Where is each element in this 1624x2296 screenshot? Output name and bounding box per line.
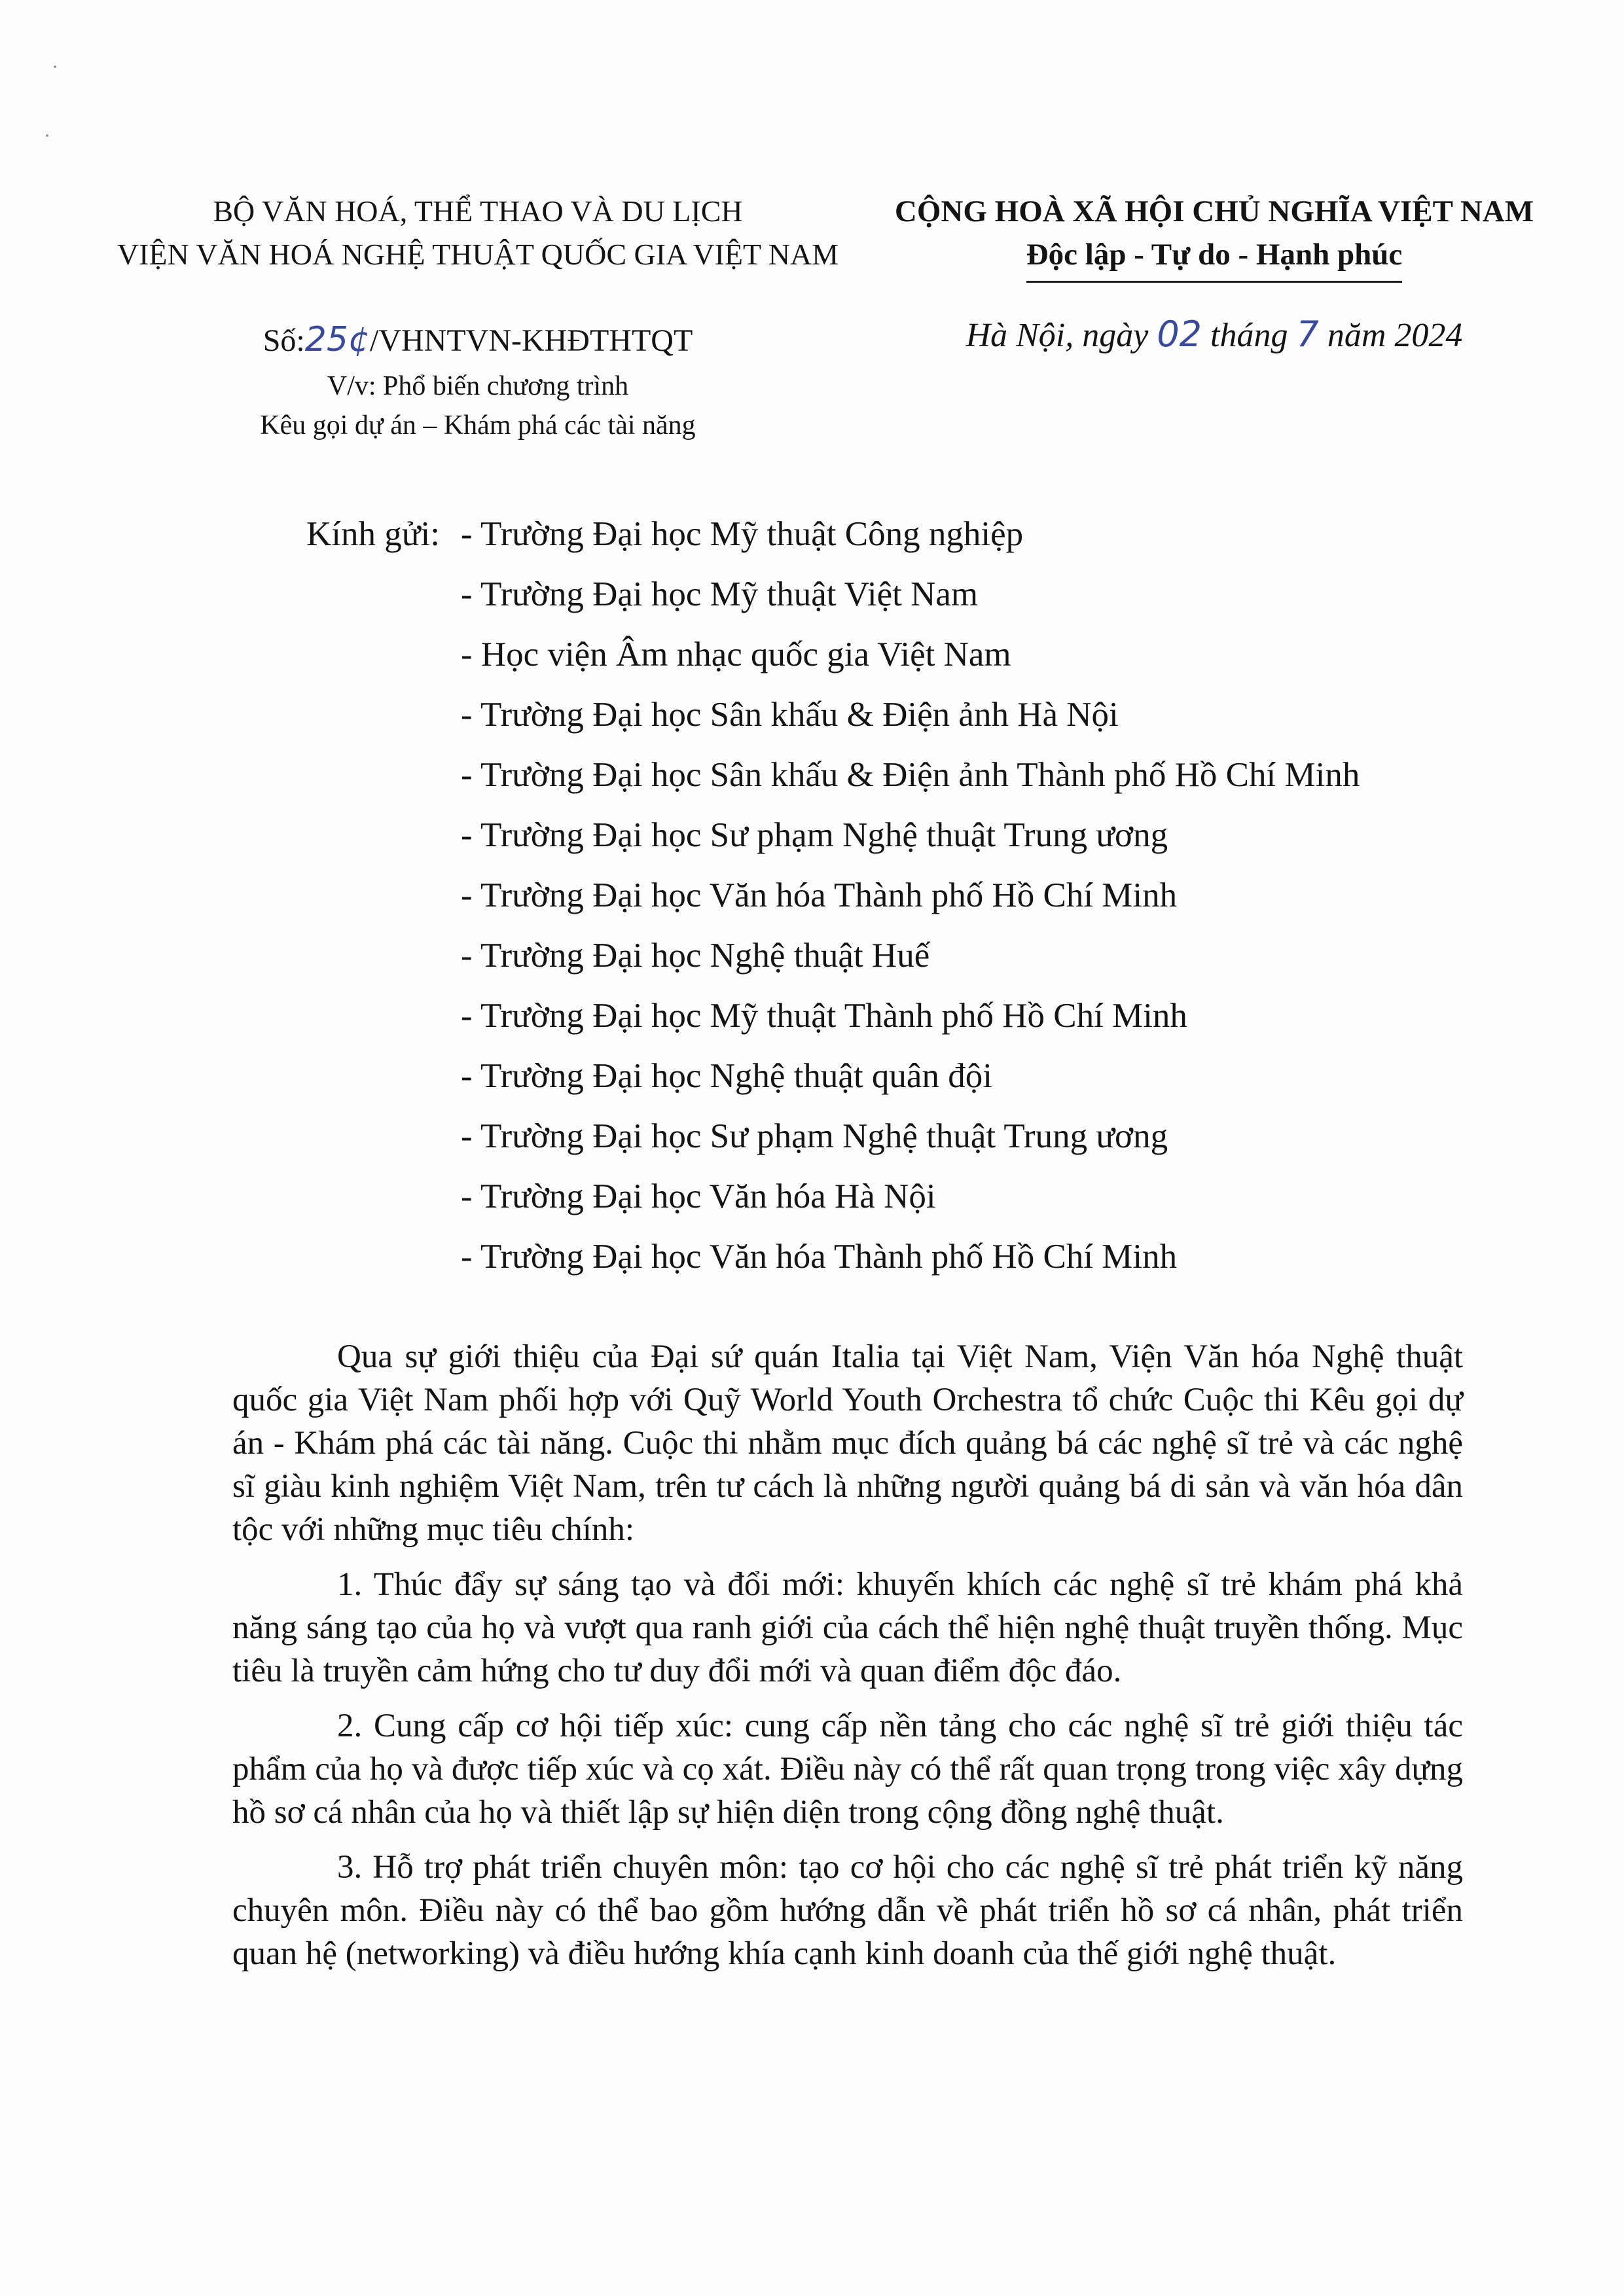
issue-date	[864, 313, 1564, 357]
recipient-item: - Trường Đại học Sân khấu & Điện ảnh Hà Nội	[461, 696, 1119, 734]
date-suffix: năm 2024	[1318, 317, 1463, 354]
scan-speck	[46, 134, 48, 137]
recipient-item: - Trường Đại học Văn hóa Thành phố Hồ Chí Minh	[461, 876, 1178, 914]
objective-1: 1. Thúc đẩy sự sáng tạo và đổi mới: khuyến khích các nghệ sĩ trẻ khám phá khả năng sáng tạo của họ và vượt qua ranh giới của cách thể hiện nghệ thuật truyền thống. Mục tiêu là truyền cảm hứng cho tư duy đổi mới và quan điểm độc đáo.	[232, 1566, 1463, 1689]
recipient-item: - Trường Đại học Mỹ thuật Thành phố Hồ Chí Minh	[461, 997, 1187, 1035]
recipient-row	[306, 1106, 1360, 1166]
recipient-row	[306, 986, 1360, 1046]
recipients-lead: Kính gửi:	[306, 515, 440, 553]
document-number-suffix: /VHNTVN-KHĐTHTQT	[370, 323, 693, 358]
recipient-row	[306, 504, 1360, 564]
national-motto: Độc lập - Tự do - Hạnh phúc	[1026, 233, 1403, 276]
recipient-item: - Học viện Âm nhạc quốc gia Việt Nam	[461, 636, 1011, 673]
recipient-row	[306, 745, 1360, 805]
recipient-row	[306, 685, 1360, 745]
document-number	[98, 321, 857, 360]
recipient-item: - Trường Đại học Sân khấu & Điện ảnh Thành phố Hồ Chí Minh	[461, 756, 1360, 794]
recipient-row	[306, 624, 1360, 685]
recipient-row	[306, 1046, 1360, 1106]
objective-2: 2. Cung cấp cơ hội tiếp xúc: cung cấp nền tảng cho các nghệ sĩ trẻ giới thiệu tác phẩm của họ và được tiếp xúc và cọ xát. Điều này có thể rất quan trọng trong việc xây dựng hồ sơ cá nhân của họ và thiết lập sự hiện diện trong cộng đồng nghệ thuật.	[232, 1708, 1463, 1831]
issuing-agency	[98, 190, 857, 276]
recipient-row	[306, 925, 1360, 986]
document-number-prefix: Số:	[262, 323, 305, 358]
country-name: CỘNG HOÀ XÃ HỘI CHỦ NGHĨA VIỆT NAM	[894, 194, 1534, 228]
recipient-row	[306, 1227, 1360, 1287]
recipient-item: - Trường Đại học Văn hóa Hà Nội	[461, 1177, 936, 1215]
intro-paragraph: Qua sự giới thiệu của Đại sứ quán Italia tại Việt Nam, Viện Văn hóa Nghệ thuật quốc gia Việt Nam phối hợp với Quỹ World Youth Orchestra tổ chức Cuộc thi Kêu gọi dự án - Khám phá các tài năng. Cuộc thi nhằm mục đích quảng bá các nghệ sĩ trẻ và các nghệ sĩ giàu kinh nghiệm Việt Nam, trên tư cách là những người quảng bá di sản và văn hóa dân tộc với những mục tiêu chính:	[232, 1338, 1463, 1548]
national-title	[864, 190, 1564, 276]
date-middle: tháng	[1202, 317, 1297, 354]
objective-3: 3. Hỗ trợ phát triển chuyên môn: tạo cơ hội cho các nghệ sĩ trẻ phát triển kỹ năng chuyên môn. Điều này có thể bao gồm hướng dẫn về phát triển hồ sơ cá nhân, phát triển quan hệ (networking) và điều hướng khía cạnh kinh doanh của thế giới nghệ thuật.	[232, 1849, 1463, 1972]
recipient-item: - Trường Đại học Văn hóa Thành phố Hồ Chí Minh	[461, 1238, 1178, 1276]
ministry-name: BỘ VĂN HOÁ, THỂ THAO VÀ DU LỊCH	[213, 194, 743, 228]
date-month-handwritten: 7	[1296, 314, 1319, 355]
recipient-list	[306, 504, 1360, 1287]
subject-line-1: V/v: Phổ biến chương trình	[327, 371, 629, 401]
recipient-row	[306, 865, 1360, 925]
recipient-item: - Trường Đại học Nghệ thuật quân đội	[461, 1057, 992, 1095]
recipient-row	[306, 564, 1360, 624]
recipient-item: - Trường Đại học Mỹ thuật Công nghiệp	[461, 515, 1024, 553]
date-day-handwritten: 02	[1157, 314, 1202, 355]
subject-line-2: Kêu gọi dự án – Khám phá các tài năng	[260, 410, 696, 440]
institute-name: VIỆN VĂN HOÁ NGHỆ THUẬT QUỐC GIA VIỆT NAM	[117, 238, 839, 271]
document-number-handwritten: 25¢	[304, 320, 370, 359]
letter-body	[232, 1335, 1463, 1987]
scan-speck	[54, 65, 56, 68]
recipient-item: - Trường Đại học Sư phạm Nghệ thuật Trung ương	[461, 816, 1168, 854]
recipient-item: - Trường Đại học Sư phạm Nghệ thuật Trung ương	[461, 1117, 1168, 1155]
date-prefix: Hà Nội, ngày	[965, 317, 1157, 354]
recipient-row	[306, 1166, 1360, 1227]
subject-line	[98, 367, 857, 445]
recipient-item: - Trường Đại học Nghệ thuật Huế	[461, 937, 930, 975]
recipient-item: - Trường Đại học Mỹ thuật Việt Nam	[461, 575, 979, 613]
recipient-row	[306, 805, 1360, 865]
